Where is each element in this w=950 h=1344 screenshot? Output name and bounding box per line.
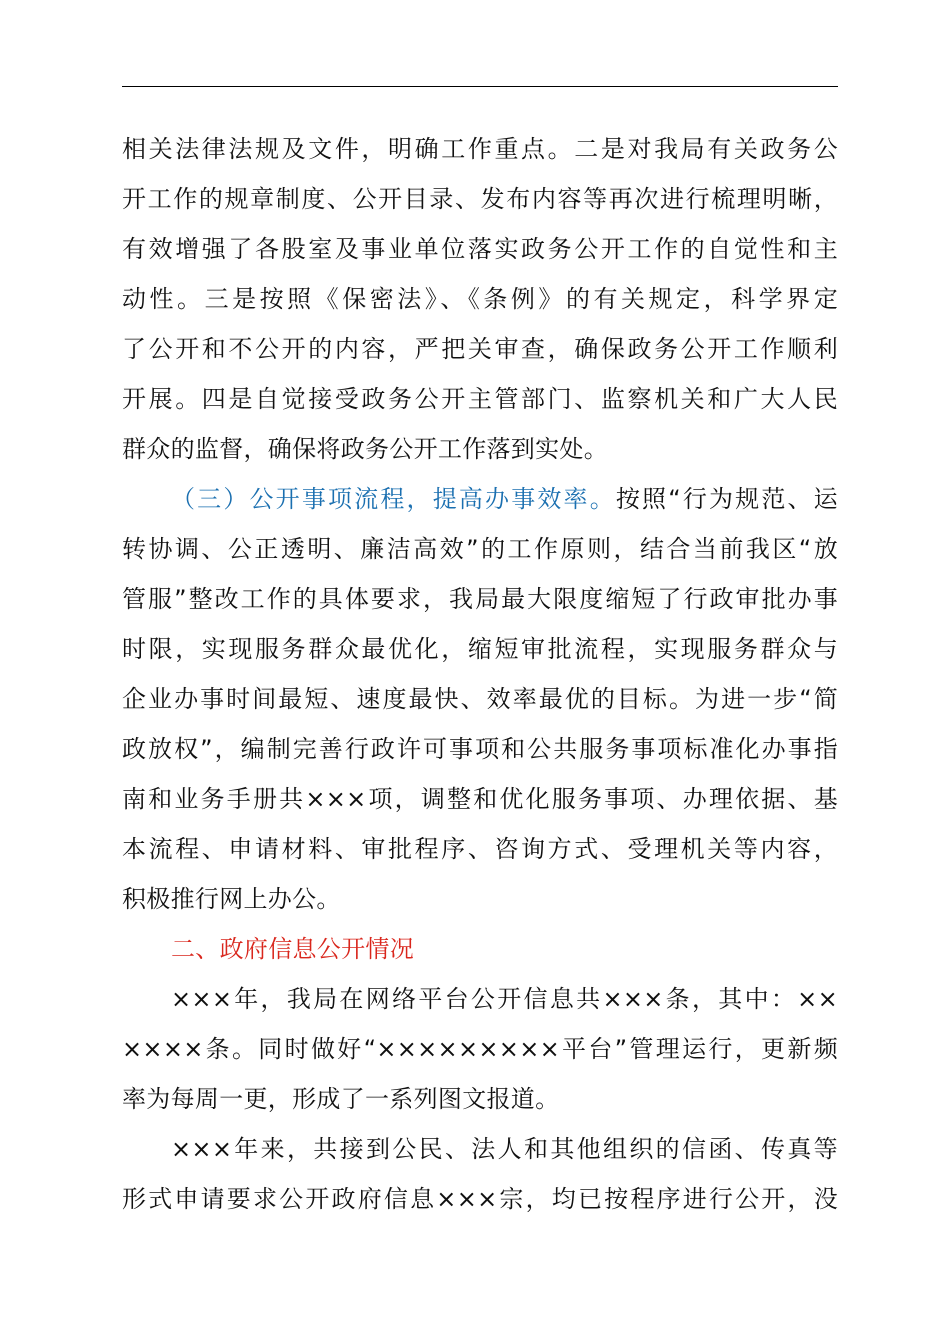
text-line: 形式申请要求公开政府信息×××宗，均已按程序进行公开，没: [122, 1185, 838, 1213]
text-line: 有效增强了各股室及事业单位落实政务公开工作的自觉性和主: [122, 235, 838, 263]
paragraph-3: [122, 974, 838, 1124]
text-line: ×××年，我局在网络平台公开信息共×××条，其中：××: [171, 985, 838, 1013]
document-body: [122, 124, 838, 1224]
text-line: 开工作的规章制度、公开目录、发布内容等再次进行梳理明晰，: [122, 185, 838, 213]
text-line: 管服”整改工作的具体要求，我局最大限度缩短了行政审批办事: [122, 585, 838, 613]
text-line: ×××年来，共接到公民、法人和其他组织的信函、传真等: [171, 1135, 838, 1163]
text-line: 率为每周一更，形成了一系列图文报道。: [122, 1085, 560, 1113]
text-line: ××××条。同时做好“×××××××××平台”管理运行，更新频: [122, 1035, 838, 1063]
text-line-with-heading: [122, 474, 838, 524]
text-line: 了公开和不公开的内容，严把关审查，确保政务公开工作顺利: [122, 335, 838, 363]
text-line: 南和业务手册共×××项，调整和优化服务事项、办理依据、基: [122, 785, 838, 813]
text-line: 政放权”，编制完善行政许可事项和公共服务事项标准化办事指: [122, 735, 838, 763]
text-line: 本流程、申请材料、审批程序、咨询方式、受理机关等内容，: [122, 835, 838, 863]
text-line: 相关法律法规及文件，明确工作重点。二是对我局有关政务公: [122, 135, 838, 163]
text-line: 企业办事时间最短、速度最快、效率最优的目标。为进一步“简: [122, 685, 838, 713]
subsection-heading: （三）公开事项流程，提高办事效率。: [171, 485, 616, 513]
text-run: 按照“行为规范、运: [615, 485, 838, 513]
paragraph-1: [122, 124, 838, 474]
paragraph-2: [122, 474, 838, 924]
text-line: 积极推行网上办公。: [122, 885, 341, 913]
text-line: 群众的监督，确保将政务公开工作落到实处。: [122, 435, 608, 463]
text-line: 动性。三是按照《保密法》、《条例》的有关规定，科学界定: [122, 285, 838, 313]
text-line: 时限，实现服务群众最优化，缩短审批流程，实现服务群众与: [122, 635, 838, 663]
section-heading: 二、政府信息公开情况: [171, 935, 414, 963]
text-line: 开展。四是自觉接受政务公开主管部门、监察机关和广大人民: [122, 385, 838, 413]
text-line: 转协调、公正透明、廉洁高效”的工作原则，结合当前我区“放: [122, 535, 838, 563]
header-rule: [122, 86, 838, 87]
paragraph-4: [122, 1124, 838, 1224]
